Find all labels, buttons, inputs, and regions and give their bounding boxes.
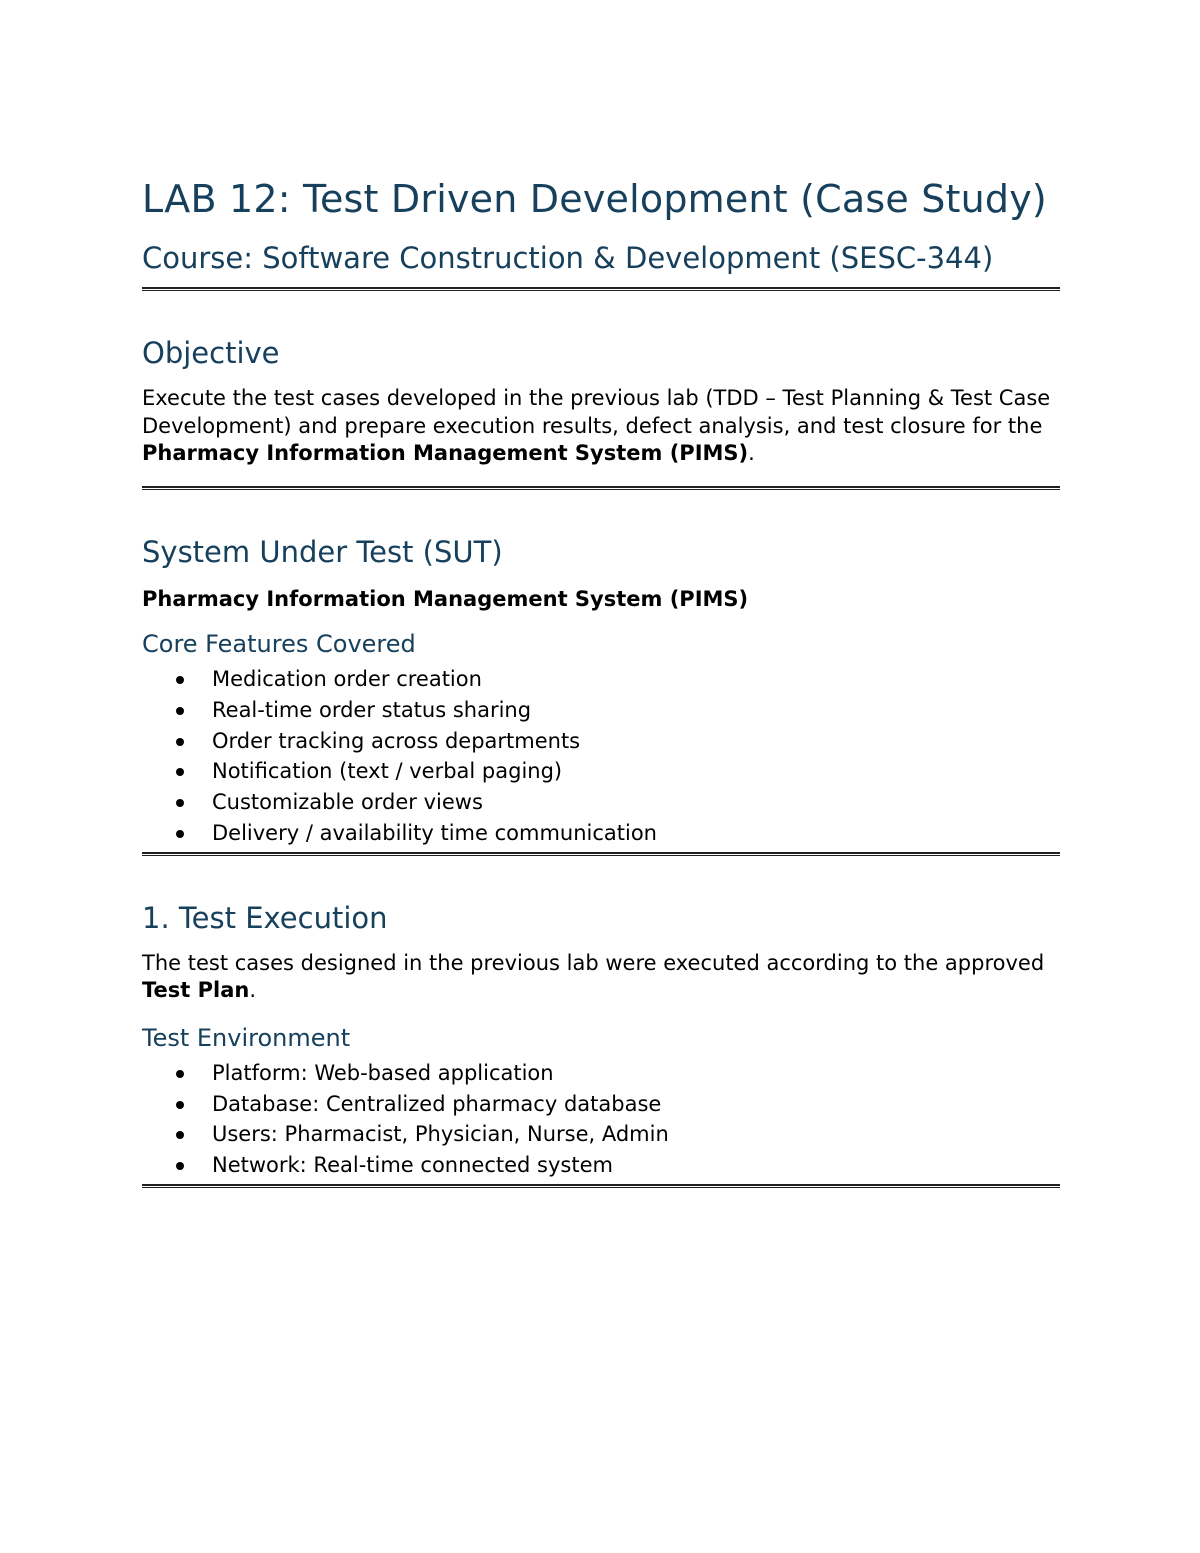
section-divider — [142, 1184, 1060, 1188]
list-item-text: Network: Real-time connected system — [212, 1153, 613, 1178]
objective-heading: Objective — [142, 336, 280, 370]
objective-text-bold: Pharmacy Information Management System (PIMS) — [142, 441, 749, 465]
environment-list — [142, 1058, 1060, 1181]
list-item — [142, 1150, 1060, 1181]
bullet-icon — [176, 676, 184, 684]
section-divider — [142, 852, 1060, 856]
test-execution-heading: 1. Test Execution — [142, 900, 388, 935]
test-execution-text-after: . — [249, 978, 257, 1003]
bullet-icon — [176, 1070, 184, 1078]
list-item — [142, 664, 1060, 695]
bullet-icon — [176, 1162, 184, 1170]
list-item-text: Platform: Web-based application — [212, 1060, 554, 1085]
bullet-icon — [176, 707, 184, 715]
objective-text-after: . — [748, 441, 755, 465]
sut-heading: System Under Test (SUT) — [142, 534, 503, 569]
list-item-text: Order tracking across departments — [212, 728, 581, 753]
bullet-icon — [176, 830, 184, 838]
list-item — [142, 726, 1060, 757]
test-execution-text-before: The test cases designed in the previous lab were executed according to the approved — [142, 950, 1045, 975]
objective-text-before: Execute the test cases developed in the previous lab (TDD – Test Planning & Test Case Development) and prepare execution results, defect analysis, and test closure for the — [142, 386, 1051, 438]
list-item-text: Delivery / availability time communication — [212, 820, 657, 845]
course-subtitle: Course: Software Construction & Development (SESC-344) — [142, 241, 994, 275]
list-item — [142, 1089, 1060, 1120]
list-item-text: Database: Centralized pharmacy database — [212, 1091, 662, 1116]
test-execution-text — [142, 950, 1060, 1005]
bullet-icon — [176, 1131, 184, 1139]
list-item — [142, 1119, 1060, 1150]
section-divider — [142, 287, 1060, 291]
list-item — [142, 818, 1060, 849]
list-item — [142, 695, 1060, 726]
list-item-text: Real-time order status sharing — [212, 697, 532, 722]
section-divider — [142, 486, 1060, 490]
sut-system-name: Pharmacy Information Management System (PIMS) — [142, 586, 749, 611]
environment-heading: Test Environment — [142, 1023, 351, 1052]
document-content — [142, 176, 1060, 1188]
list-item — [142, 787, 1060, 818]
objective-text — [142, 385, 1060, 468]
list-item-text: Medication order creation — [212, 667, 482, 691]
list-item — [142, 1058, 1060, 1089]
bullet-icon — [176, 768, 184, 776]
features-list — [142, 664, 1060, 849]
bullet-icon — [176, 799, 184, 807]
bullet-icon — [176, 1101, 184, 1109]
document-title: LAB 12: Test Driven Development (Case Study) — [142, 177, 1047, 221]
list-item-text: Users: Pharmacist, Physician, Nurse, Admin — [212, 1122, 669, 1147]
list-item-text: Notification (text / verbal paging) — [212, 759, 563, 784]
test-plan-bold: Test Plan — [142, 978, 250, 1003]
bullet-icon — [176, 738, 184, 746]
features-heading: Core Features Covered — [142, 630, 416, 658]
list-item-text: Customizable order views — [212, 790, 483, 815]
list-item — [142, 756, 1060, 787]
